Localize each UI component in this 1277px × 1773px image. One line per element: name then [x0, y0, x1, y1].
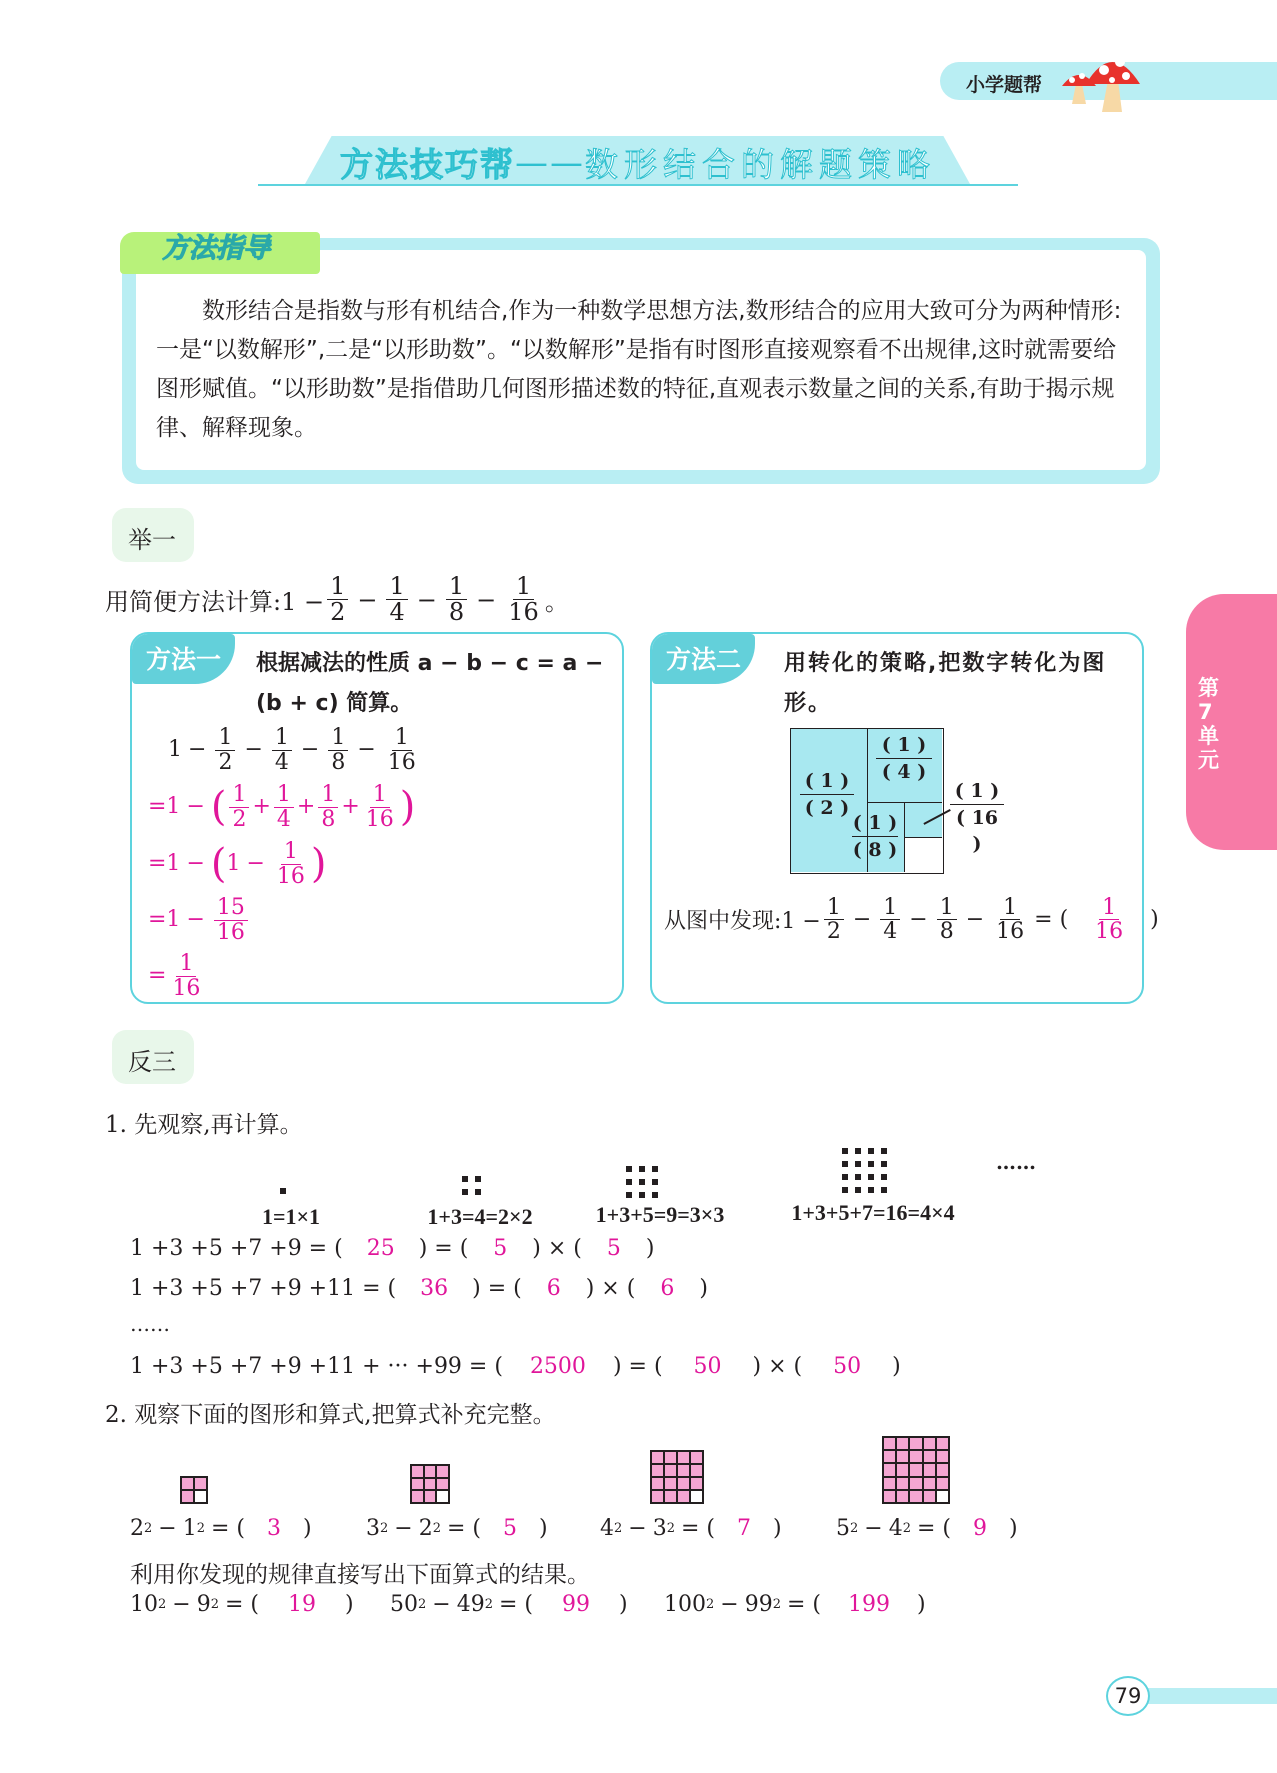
prompt-text: 用简便方法计算:1 −	[105, 588, 325, 617]
dots-3	[626, 1166, 658, 1198]
title-sub: 数形结合的解题策略	[585, 144, 936, 184]
label-sixteenth: ( 1 ) ( 16 )	[950, 778, 1004, 857]
grid-4	[650, 1450, 704, 1504]
mushroom-icon	[1060, 44, 1146, 116]
pattern-1: 1=1×1	[261, 1204, 321, 1229]
frac-quarter: $\frac{1}{4}$	[386, 574, 407, 625]
practice-label: 反三	[112, 1030, 194, 1084]
q2-eq2-3: 100 2 − 99 2 = ( 199 )	[664, 1592, 926, 1617]
page-number: 79	[1106, 1676, 1150, 1716]
label-quarter: ( 1 ) ( 4 )	[876, 732, 932, 785]
q1-line-1: 1 +3 +5 +7 +9 = ( 25 ) = ( 5 ) × ( 5 )	[130, 1236, 655, 1261]
side-tab-label: 第7单元	[1198, 676, 1219, 772]
dots-1	[280, 1188, 286, 1194]
method2-tag: 方法二	[652, 634, 755, 684]
example-prompt: 用简便方法计算:1 − $\frac{1}{2}$ − $\frac{1}{4}$ − $\frac{1}{8}$ − $\frac{1}{16}$ 。	[105, 572, 569, 627]
method1-steps: 1 − $\frac{1}{2}$ − $\frac{1}{4}$ − $\frac{1}{8}$ − $\frac{1}{16}$ =1 − ( $\frac{1}{2}$ + $\frac{1}{4}$ + $\frac{1}{8}$ + $\frac{1}{16}$ ) =1 − ( 1 − $\frac{1}{16}$ ) =1 − $\frac{15}{16}$ = $\frac{1}{16}$	[148, 725, 416, 1001]
q1-line-2: 1 +3 +5 +7 +9 +11 = ( 36 ) = ( 6 ) × ( 6 )	[130, 1276, 708, 1301]
method1-tag: 方法一	[132, 634, 235, 684]
label-eighth: ( 1 ) ( 8 )	[852, 812, 898, 861]
dots-4	[842, 1148, 887, 1193]
q2-eq-2: 3 2 − 2 2 = ( 5 )	[366, 1516, 548, 1541]
frac-sixteenth: $\frac{1}{16}$	[508, 572, 539, 627]
label-half: ( 1 ) ( 2 )	[800, 768, 854, 821]
pattern-2: 1+3=4=2×2	[427, 1204, 533, 1229]
frac-eighth: $\frac{1}{8}$	[446, 574, 467, 625]
title-dash: ——	[515, 142, 585, 182]
q2-eq2-2: 50 2 − 49 2 = ( 99 )	[390, 1592, 628, 1617]
q2-title: 2. 观察下面的图形和算式,把算式补充完整。	[105, 1402, 556, 1428]
guide-text: 数形结合是指数与形有机结合,作为一种数学思想方法,数形结合的应用大致可分为两种情形:一是“以数解形”,二是“以形助数”。“以数解形”是指有时图形直接观察看不出规律,这时就需要给图形赋值。“以形助数”是指借助几何图形描述数的特征,直观表示数量之间的关系,有助于揭示规律、解释现象。	[156, 298, 1122, 441]
pattern-4: 1+3+5+7=16=4×4	[791, 1200, 955, 1225]
grid-3	[410, 1464, 450, 1504]
dots-2	[462, 1176, 481, 1195]
method1-desc: 根据减法的性质 a − b − c = a − (b + c) 简算。	[256, 651, 604, 716]
grid-5	[882, 1436, 950, 1504]
grid-2	[180, 1476, 208, 1504]
pattern-ellipsis: ……	[996, 1150, 1036, 1174]
q1-title: 1. 先观察,再计算。	[105, 1112, 303, 1138]
page-title	[340, 140, 936, 184]
method2-desc: 用转化的策略,把数字转化为图形。	[784, 651, 1107, 716]
method2-answer: $\frac{1}{16}$	[1095, 895, 1124, 945]
q1-ellipsis: ……	[130, 1312, 170, 1336]
method2-find: 从图中发现:1 − $\frac{1}{2}$ − $\frac{1}{4}$ − $\frac{1}{8}$ − $\frac{1}{16}$ = ( $\frac{1}{16}$ )	[664, 895, 1159, 945]
frac-half: $\frac{1}{2}$	[327, 574, 348, 625]
example-label: 举一	[112, 508, 194, 562]
brand-label: 小学题帮	[966, 74, 1043, 96]
guide-label: 方法指导	[162, 233, 270, 264]
q2-eq2-1: 10 2 − 9 2 = ( 19 )	[130, 1592, 354, 1617]
q2-eq-1: 2 2 − 1 2 = ( 3 )	[130, 1516, 312, 1541]
footer-bar	[1140, 1688, 1277, 1704]
q1-line-3: 1 +3 +5 +7 +9 +11 + ··· +99 = ( 2500 ) = ( 50 ) × ( 50 )	[130, 1354, 901, 1379]
q2-hint: 利用你发现的规律直接写出下面算式的结果。	[130, 1562, 590, 1588]
q2-eq-3: 4 2 − 3 2 = ( 7 )	[600, 1516, 782, 1541]
pattern-3: 1+3+5=9=3×3	[595, 1202, 725, 1227]
q2-eq-4: 5 2 − 4 2 = ( 9 )	[836, 1516, 1018, 1541]
title-main: 方法技巧帮	[340, 144, 515, 184]
